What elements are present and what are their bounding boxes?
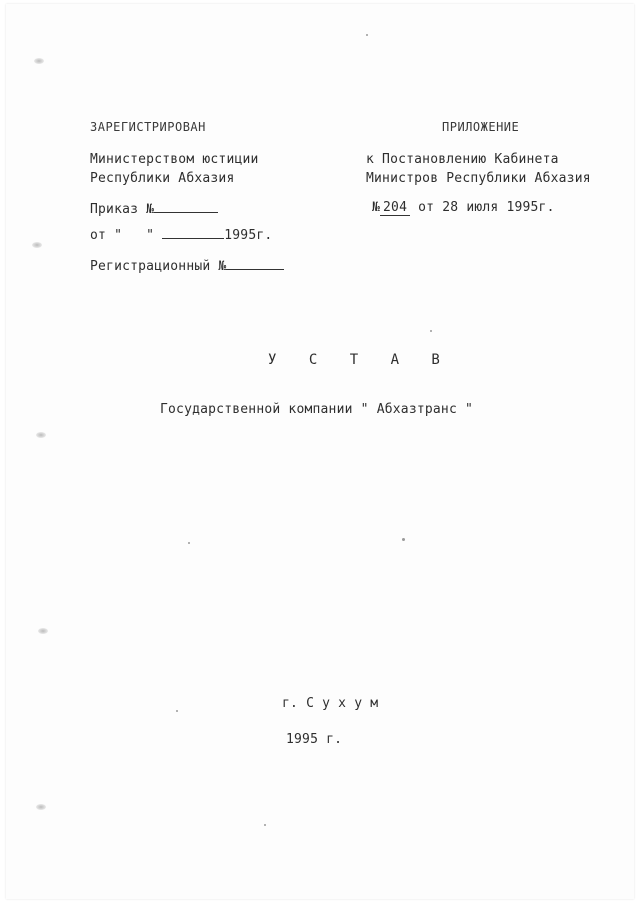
order-date-prefix: от " " [90,228,155,243]
order-date-blank [162,226,224,239]
document-city: г. С у х у м [282,696,379,711]
appendix-line-1: к Постановлению Кабинета [366,152,559,167]
appendix-number: 204 [380,200,410,216]
scan-mark [34,58,44,64]
order-date-suffix: 1995г. [224,228,273,243]
reg-number-blank [226,257,284,270]
scan-speck [264,824,266,826]
document-subtitle: Государственной компании " Абхазтранс " [160,402,474,417]
scan-mark [36,804,46,810]
reg-number-label: Регистрационный № [90,259,227,274]
scan-speck [430,330,432,332]
order-date-row [90,226,272,243]
ministry-line-1: Министерством юстиции [90,152,259,167]
ministry-line-2: Республики Абхазия [90,171,235,186]
appendix-date: от 28 июля 1995г. [418,200,555,215]
order-row [90,200,218,217]
scan-mark [36,432,46,438]
scan-mark [32,242,42,248]
reg-number-row [90,257,284,274]
scan-speck [402,538,405,541]
scan-speck [176,710,178,712]
appendix-number-row [372,200,555,215]
registered-heading: ЗАРЕГИСТРИРОВАН [90,120,206,134]
document-page [6,4,634,899]
document-title: У С Т А В [268,352,452,368]
appendix-number-prefix: № [372,200,381,215]
order-label: Приказ № [90,202,155,217]
appendix-line-2: Министров Республики Абхазия [366,171,591,186]
scan-mark [38,628,48,634]
appendix-heading: ПРИЛОЖЕНИЕ [442,120,520,134]
scan-speck [188,542,190,544]
scan-speck [366,34,368,36]
order-number-blank [154,200,218,213]
document-year: 1995 г. [286,732,343,747]
